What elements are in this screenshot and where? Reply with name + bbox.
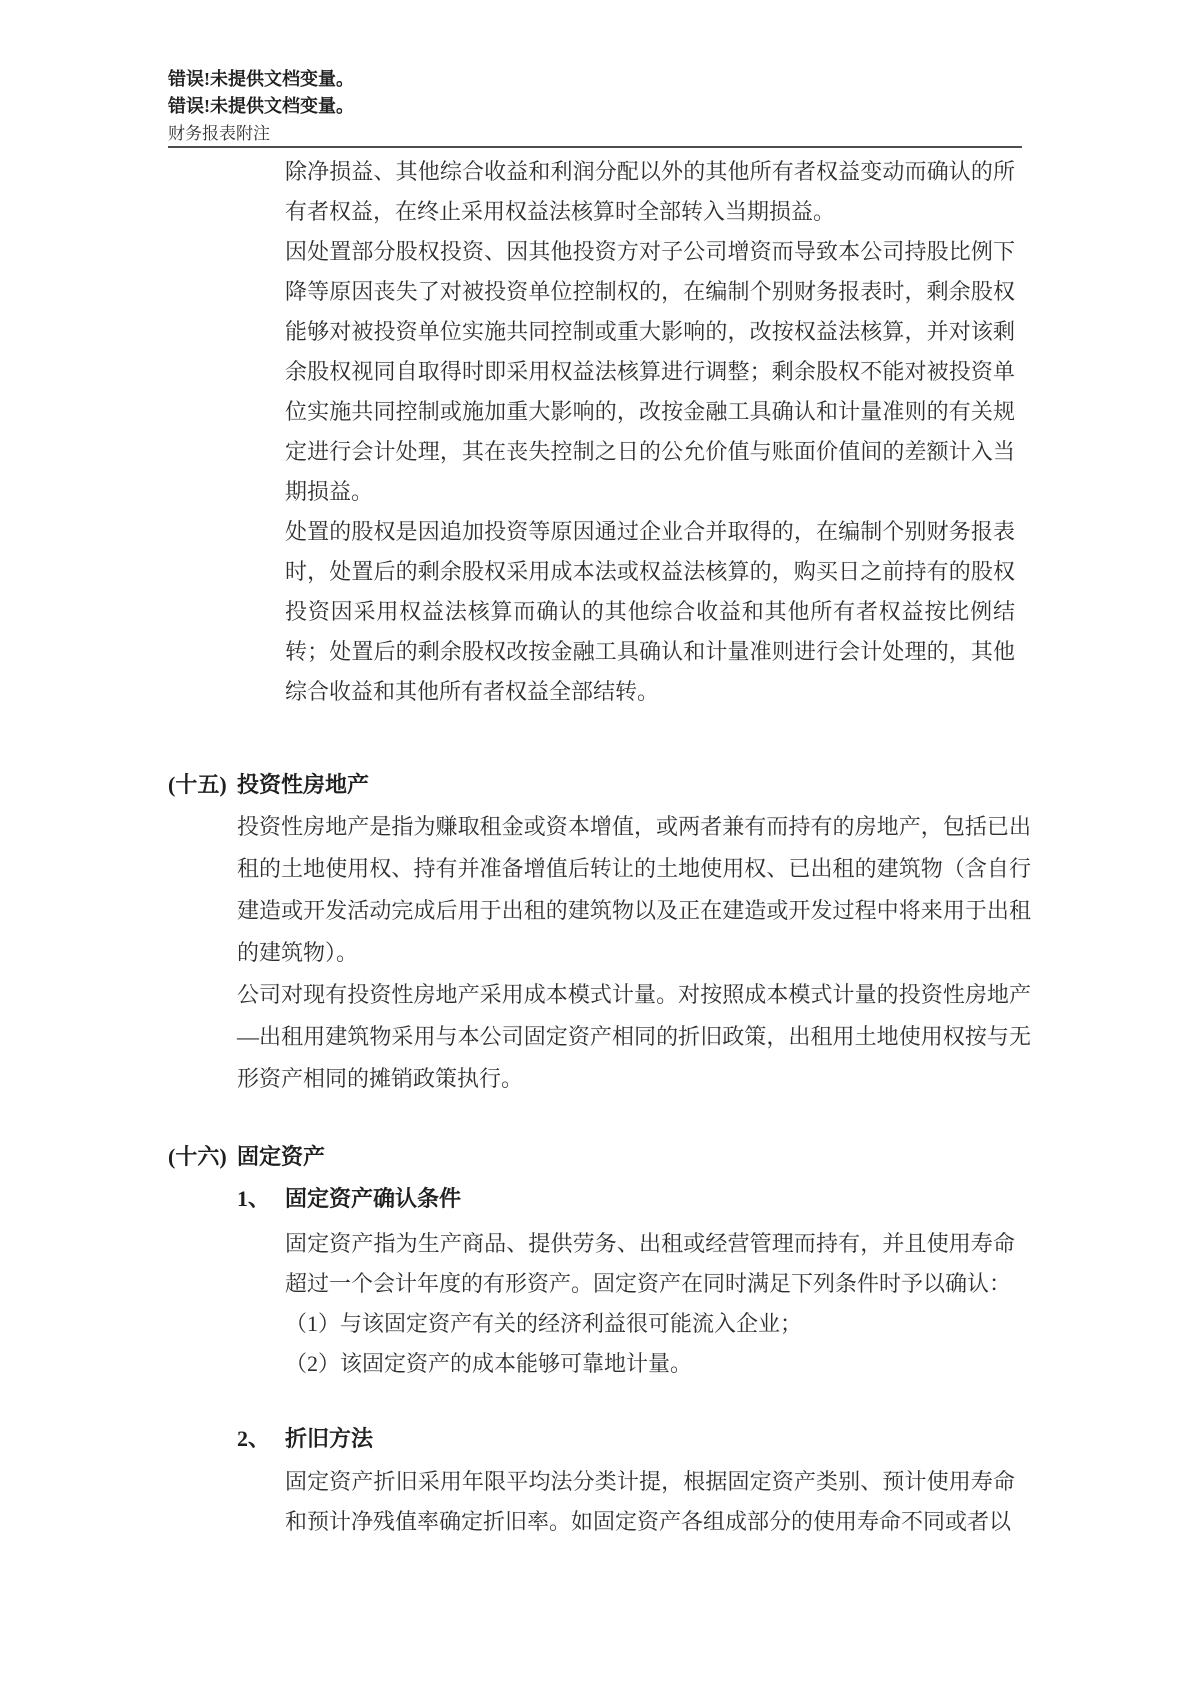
subsection-1-title: 固定资产确认条件 bbox=[285, 1186, 462, 1211]
paragraph: （2）该固定资产的成本能够可靠地计量。 bbox=[285, 1351, 693, 1376]
paragraph: 因处置部分股权投资、因其他投资方对子公司增资而导致本公司持股比例下降等原因丧失了对被投资单位控制权的，在编制个别财务报表时，剩余股权能够对被投资单位实施共同控制或重大影响的，改按权益法核算，并对该剩余股权视同自取得时即采用权益法核算进行调整；剩余股权不能对被投资单位实施共同控制或施加重大影响的，改按金融工具确认和计量准则的有关规定进行会计处理，其在丧失控制之日的公允价值与账面价值间的差额计入当期损益。 bbox=[285, 239, 1015, 504]
header-section-title: 财务报表附注 bbox=[168, 124, 270, 143]
subsection-2-number: 2、 bbox=[237, 1426, 271, 1451]
subsection-1-heading bbox=[237, 1184, 461, 1214]
paragraph: 固定资产折旧采用年限平均法分类计提，根据固定资产类别、预计使用寿命和预计净残值率确定折旧率。如固定资产各组成部分的使用寿命不同或者以 bbox=[285, 1469, 1015, 1534]
header-doc-variable-error-2: 错误!未提供文档变量。 bbox=[168, 96, 354, 116]
section-15-title: 投资性房地产 bbox=[237, 772, 370, 797]
section-16-title: 固定资产 bbox=[237, 1144, 326, 1169]
header-doc-variable-error-1: 错误!未提供文档变量。 bbox=[168, 69, 354, 89]
subsection-2-body bbox=[285, 1462, 1015, 1542]
subsection-2-title: 折旧方法 bbox=[285, 1426, 374, 1451]
section-16-heading bbox=[168, 1142, 325, 1172]
section-15-label: (十五) bbox=[168, 772, 227, 797]
section-15-body bbox=[237, 806, 1031, 1100]
paragraph: 处置的股权是因追加投资等原因通过企业合并取得的，在编制个别财务报表时，处置后的剩余股权采用成本法或权益法核算的，购买日之前持有的股权投资因采用权益法核算而确认的其他综合收益和其他所有者权益按比例结转；处置后的剩余股权改按金融工具确认和计量准则进行会计处理的，其他综合收益和其他所有者权益全部结转。 bbox=[285, 519, 1015, 704]
section-15-heading bbox=[168, 770, 369, 800]
paragraph: 公司对现有投资性房地产采用成本模式计量。对按照成本模式计量的投资性房地产—出租用建筑物采用与本公司固定资产相同的折旧政策，出租用土地使用权按与无形资产相同的摊销政策执行。 bbox=[237, 982, 1031, 1091]
intro-paragraph-block bbox=[285, 152, 1015, 712]
paragraph: 投资性房地产是指为赚取租金或资本增值，或两者兼有而持有的房地产，包括已出租的土地使用权、持有并准备增值后转让的土地使用权、已出租的建筑物（含自行建造或开发活动完成后用于出租的建筑物以及正在建造或开发过程中将来用于出租的建筑物）。 bbox=[237, 814, 1031, 965]
subsection-2-heading bbox=[237, 1424, 373, 1454]
subsection-1-body bbox=[285, 1224, 1015, 1384]
subsection-1-number: 1、 bbox=[237, 1186, 271, 1211]
section-16-label: (十六) bbox=[168, 1144, 227, 1169]
paragraph: 除净损益、其他综合收益和利润分配以外的其他所有者权益变动而确认的所有者权益，在终止采用权益法核算时全部转入当期损益。 bbox=[285, 159, 1015, 224]
paragraph: 固定资产指为生产商品、提供劳务、出租或经营管理而持有，并且使用寿命超过一个会计年度的有形资产。固定资产在同时满足下列条件时予以确认： bbox=[285, 1231, 1015, 1296]
paragraph: （1）与该固定资产有关的经济利益很可能流入企业； bbox=[285, 1311, 803, 1336]
header-divider-rule bbox=[168, 146, 1022, 148]
page-header bbox=[168, 66, 354, 147]
